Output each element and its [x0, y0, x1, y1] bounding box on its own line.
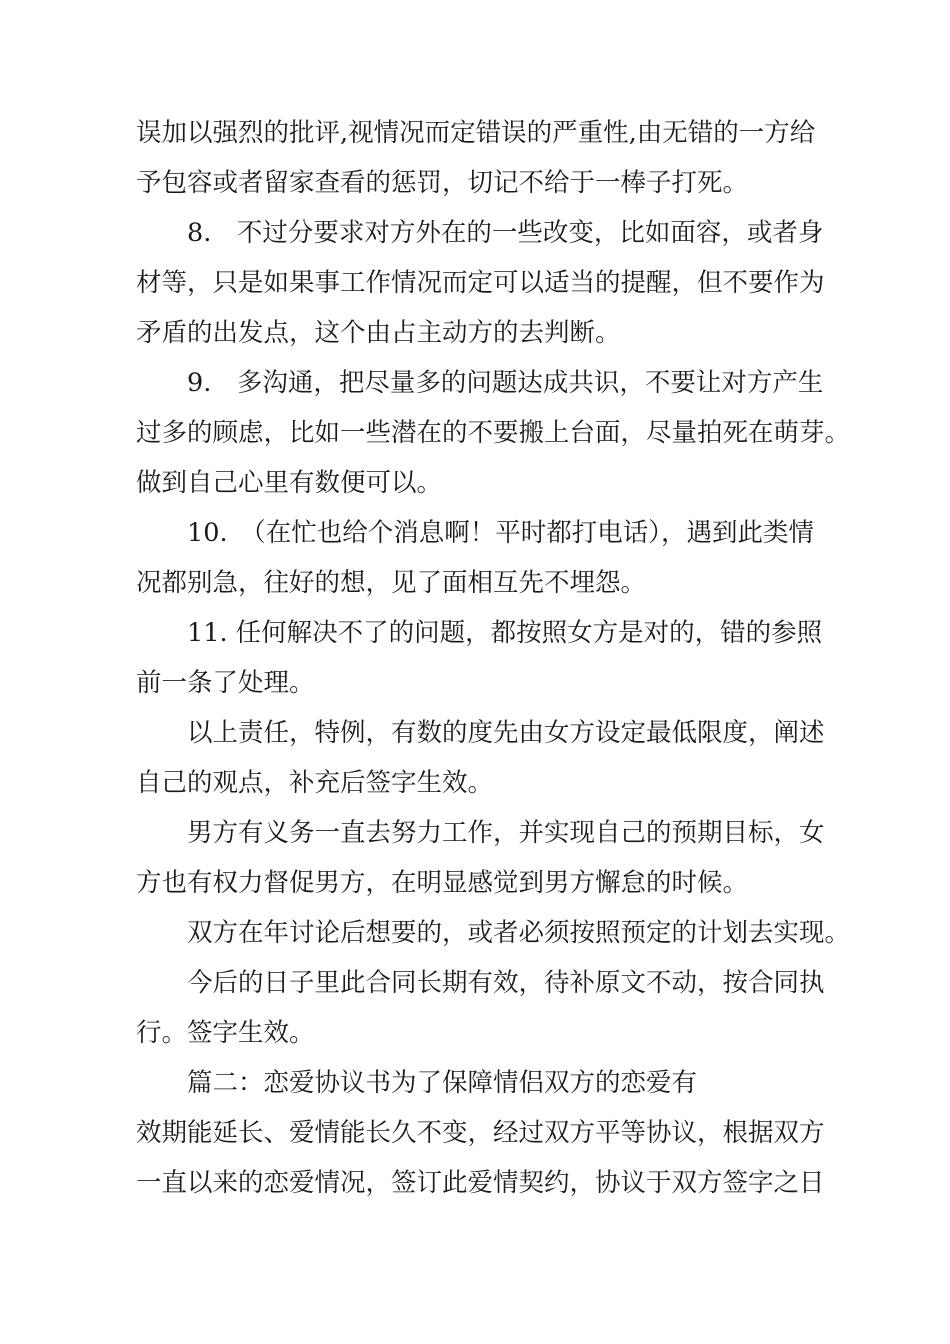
text-line: 做到自己心里有数便可以。 — [136, 468, 443, 498]
text-line: 误加以强烈的批评,视情况而定错误的严重性,由无错的一方给 — [136, 118, 816, 148]
text-line: 自己的观点，补充后签字生效。 — [136, 768, 494, 798]
text-line: 今后的日子里此合同长期有效，待补原文不动，按合同执 — [187, 968, 825, 998]
text-line: 予包容或者留家查看的惩罚，切记不给于一棒子打死。 — [136, 168, 749, 198]
text-line: 效期能延长、爱情能长久不变，经过双方平等协议，根据双方 — [136, 1118, 825, 1148]
text-line: 行。签字生效。 — [136, 1018, 315, 1048]
text-line: 过多的顾虑，比如一些潜在的不要搬上台面，尽量拍死在萌芽。 — [136, 418, 851, 448]
section-heading: 篇二：恋爱协议书为了保障情侣双方的恋爱有 — [187, 1068, 698, 1098]
text-line: 10. （在忙也给个消息啊！平时都打电话），遇到此类情 — [187, 518, 815, 548]
text-line: 一直以来的恋爱情况，签订此爱情契约，协议于双方签字之日 — [136, 1168, 825, 1198]
text-line: 以上责任，特例，有数的度先由女方设定最低限度，阐述 — [187, 718, 825, 748]
text-line: 8. 不过分要求对方外在的一些改变，比如面容，或者身 — [187, 218, 824, 248]
text-line: 方也有权力督促男方，在明显感觉到男方懈怠的时候。 — [136, 868, 749, 898]
text-line: 况都别急，往好的想，见了面相互先不埋怨。 — [136, 568, 647, 598]
text-line: 11. 任何解决不了的问题，都按照女方是对的，错的参照 — [187, 618, 823, 648]
text-line: 男方有义务一直去努力工作，并实现自己的预期目标，女 — [187, 818, 825, 848]
text-line: 材等，只是如果事工作情况而定可以适当的提醒，但不要作为 — [136, 268, 825, 298]
text-line: 前一条了处理。 — [136, 668, 315, 698]
text-line: 双方在年讨论后想要的，或者必须按照预定的计划去实现。 — [187, 918, 851, 948]
text-line: 9. 多沟通，把尽量多的问题达成共识，不要让对方产生 — [187, 368, 824, 398]
text-line: 矛盾的出发点，这个由占主动方的去判断。 — [136, 318, 621, 348]
